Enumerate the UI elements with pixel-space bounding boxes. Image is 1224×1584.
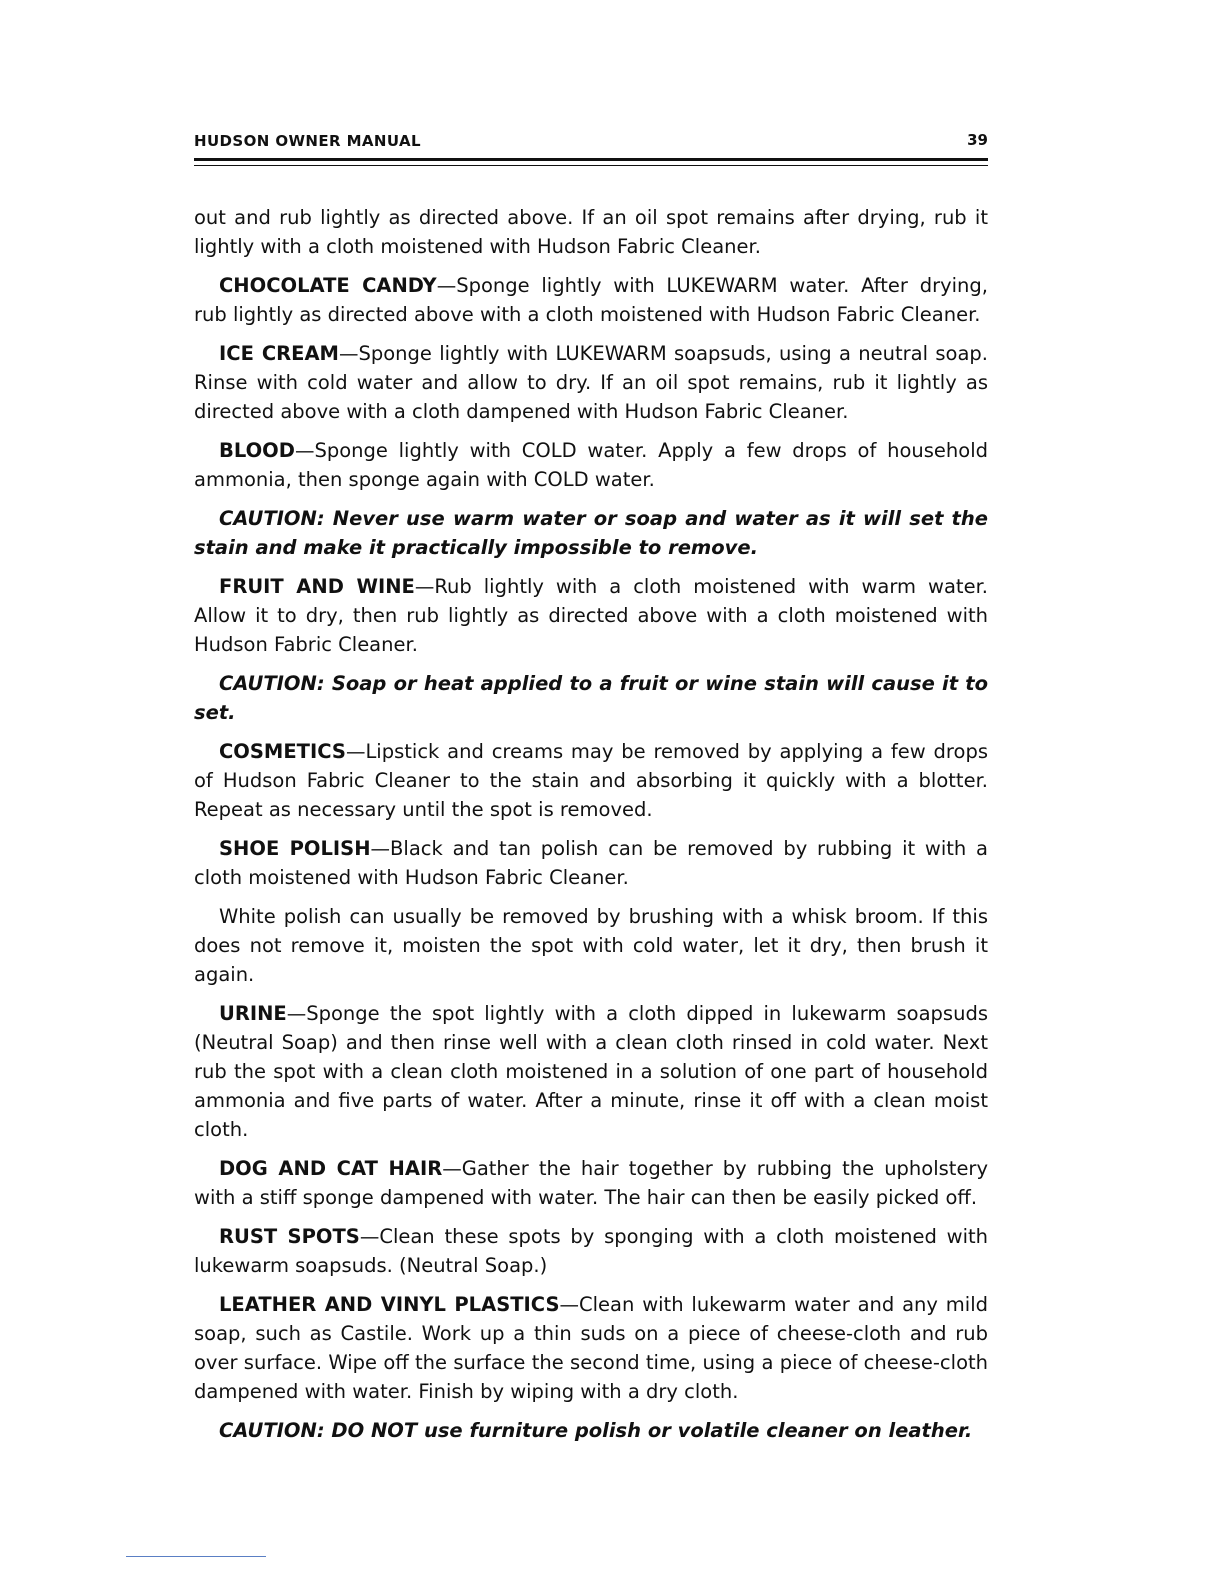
paragraph-text: —Sponge lightly with COLD water. Apply a few drops of household ammonia, then sponge again with COLD water.	[194, 439, 988, 491]
paragraph-text: —Gather the hair together by rubbing the upholstery with a stiff sponge dampened with water. The hair can then be easily picked off.	[194, 1157, 988, 1209]
paragraph-text: —Clean these spots by sponging with a cloth moistened with lukewarm soapsuds. (Neutral Soap.)	[194, 1225, 988, 1277]
paragraph-continued	[194, 203, 988, 261]
paragraph-shoe-polish	[194, 834, 988, 892]
header-rule-thin	[194, 165, 988, 166]
paragraph-text: —Rub lightly with a cloth moistened with warm water. Allow it to dry, then rub lightly as directed above with a cloth moistened with Hudson Fabric Cleaner.	[194, 575, 988, 656]
paragraph-white-polish	[194, 902, 988, 989]
paragraph-text: —Black and tan polish can be removed by rubbing it with a cloth moistened with Hudson Fabric Cleaner.	[194, 837, 988, 889]
paragraph-blood	[194, 436, 988, 494]
paragraph-text: —Lipstick and creams may be removed by applying a few drops of Hudson Fabric Cleaner to the stain and absorbing it quickly with a blotter. Repeat as necessary until the spot is removed.	[194, 740, 988, 821]
paragraph-rust-spots	[194, 1222, 988, 1280]
stain-term: LEATHER AND VINYL PLASTICS	[219, 1293, 560, 1316]
stain-term: ICE CREAM	[219, 342, 339, 365]
header-rule-thick	[194, 158, 988, 161]
paragraph-text: —Sponge the spot lightly with a cloth dipped in lukewarm soapsuds (Neutral Soap) and then rinse well with a clean cloth rinsed in cold water. Next rub the spot with a clean cloth moistened in a solution of one part of household ammonia and five parts of water. After a minute, rinse it off with a clean moist cloth.	[194, 1002, 988, 1141]
stain-term: SHOE POLISH	[219, 837, 371, 860]
stain-term: COSMETICS	[219, 740, 346, 763]
caution-fruit-wine: CAUTION: Soap or heat applied to a fruit or wine stain will cause it to set.	[194, 672, 988, 724]
stain-term: RUST SPOTS	[219, 1225, 360, 1248]
paragraph-leather-vinyl	[194, 1290, 988, 1406]
header-title: HUDSON OWNER MANUAL	[194, 132, 421, 150]
paragraph-text: —Sponge lightly with LUKEWARM water. After drying, rub lightly as directed above with a cloth moistened with Hudson Fabric Cleaner.	[194, 274, 988, 326]
paragraph-text: —Sponge lightly with LUKEWARM soapsuds, using a neutral soap. Rinse with cold water and allow to dry. If an oil spot remains, rub it lightly as directed above with a cloth dampened with Hudson Fabric Cleaner.	[194, 342, 988, 423]
stain-term: CHOCOLATE CANDY	[219, 274, 437, 297]
page-number: 39	[967, 131, 988, 149]
paragraph-ice-cream	[194, 339, 988, 426]
stain-term: FRUIT AND WINE	[219, 575, 415, 598]
paragraph-cosmetics	[194, 737, 988, 824]
stain-term: BLOOD	[219, 439, 295, 462]
page-header	[194, 128, 988, 158]
paragraph-dog-and-cat-hair	[194, 1154, 988, 1212]
paragraph-text: White polish can usually be removed by brushing with a whisk broom. If this does not remove it, moisten the spot with cold water, let it dry, then brush it again.	[194, 905, 988, 986]
caution-blood: CAUTION: Never use warm water or soap and water as it will set the stain and make it practically impossible to remove.	[194, 507, 988, 559]
caution-leather: CAUTION: DO NOT use furniture polish or volatile cleaner on leather.	[219, 1419, 973, 1442]
paragraph-urine	[194, 999, 988, 1144]
paragraph-text: out and rub lightly as directed above. If an oil spot remains after drying, rub it lightly with a cloth moistened with Hudson Fabric Cleaner.	[194, 206, 988, 258]
paragraph-chocolate-candy	[194, 271, 988, 329]
paragraph-text: —Clean with lukewarm water and any mild soap, such as Castile. Work up a thin suds on a piece of cheese-cloth and rub over surface. Wipe off the surface the second time, using a piece of cheese-cloth dampened with water. Finish by wiping with a dry cloth.	[194, 1293, 988, 1403]
stain-term: URINE	[219, 1002, 287, 1025]
footnote-rule	[126, 1556, 266, 1557]
stain-term: DOG AND CAT HAIR	[219, 1157, 443, 1180]
page-body	[194, 203, 988, 1455]
paragraph-fruit-and-wine	[194, 572, 988, 659]
